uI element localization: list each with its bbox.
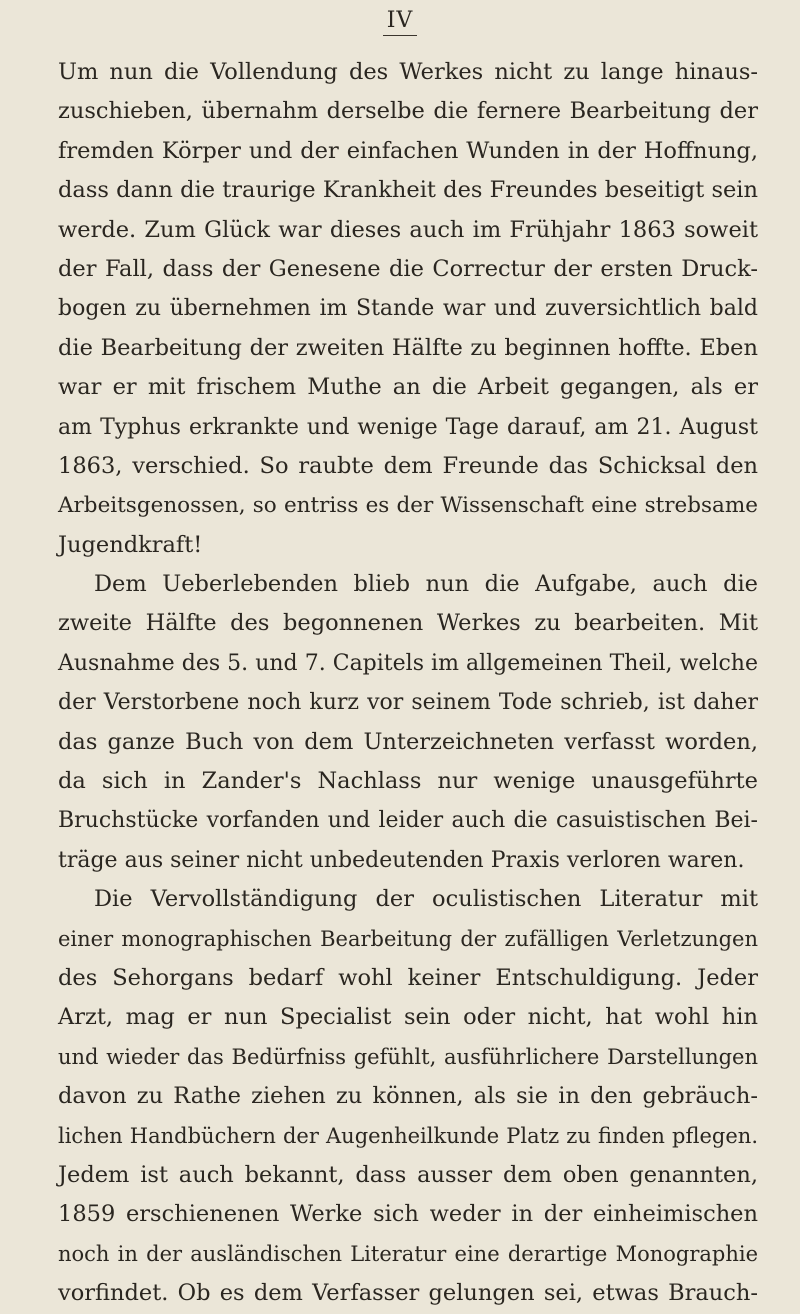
text-line: am Typhus erkrankte und wenige Tage darauf, am 21. August	[58, 414, 758, 440]
text-line: 1863, verschied. So raubte dem Freunde das Schicksal den	[58, 452, 758, 479]
text-line: Ausnahme des 5. und 7. Capitels im allgemeinen Theil, welche	[58, 650, 758, 676]
body-text	[58, 53, 758, 1314]
text-line: Arbeitsgenossen, so entriss es der Wissenschaft eine strebsame	[58, 493, 758, 519]
text-line: des Sehorgans bedarf wohl keiner Entschuldigung. Jeder	[58, 964, 758, 991]
text-line: Die Vervollständigung der oculistischen Literatur mit	[94, 886, 758, 913]
text-line: träge aus seiner nicht unbedeutenden Praxis verloren waren.	[58, 847, 745, 873]
text-line: bogen zu übernehmen im Stande war und zuversichtlich bald	[58, 296, 758, 322]
text-line: vorfindet. Ob es dem Verfasser gelungen sei, etwas Brauch-	[58, 1280, 758, 1307]
text-line: war er mit frischem Muthe an die Arbeit gegangen, als er	[58, 374, 758, 401]
text-line: Arzt, mag er nun Specialist sein oder nicht, hat wohl hin	[58, 1004, 758, 1031]
text-line: und wieder das Bedürfniss gefühlt, ausführlichere Darstellungen	[58, 1044, 758, 1069]
text-line: die Bearbeitung der zweiten Hälfte zu beginnen hoffte. Eben	[58, 334, 758, 361]
text-line: Dem Ueberlebenden blieb nun die Aufgabe, auch die	[94, 571, 758, 598]
text-line: Um nun die Vollendung des Werkes nicht zu lange hinaus-	[58, 59, 758, 85]
text-line: dass dann die traurige Krankheit des Freundes beseitigt sein	[58, 177, 758, 204]
text-line: fremden Körper und der einfachen Wunden in der Hoffnung,	[58, 137, 758, 164]
text-line: 1859 erschienenen Werke sich weder in der einheimischen	[58, 1201, 758, 1228]
text-line: Bruchstücke vorfanden und leider auch die casuistischen Bei-	[58, 808, 758, 834]
text-line: zuschieben, übernahm derselbe die fernere Bearbeitung der	[58, 98, 758, 125]
page-number: IV	[0, 8, 800, 36]
text-line: zweite Hälfte des begonnenen Werkes zu bearbeiten. Mit	[58, 610, 758, 637]
text-line: das ganze Buch von dem Unterzeichneten verfasst worden,	[58, 728, 758, 755]
text-line: da sich in Zander's Nachlass nur wenige unausgeführte	[58, 768, 758, 795]
text-line: noch in der ausländischen Literatur eine derartige Monographie	[58, 1241, 758, 1266]
text-line: davon zu Rathe ziehen zu können, als sie in den gebräuch-	[58, 1083, 758, 1110]
text-line: Jedem ist auch bekannt, dass ausser dem oben genannten,	[58, 1161, 758, 1188]
text-line: der Verstorbene noch kurz vor seinem Tode schrieb, ist daher	[58, 690, 758, 716]
text-line: einer monographischen Bearbeitung der zufälligen Verletzungen	[58, 926, 758, 951]
text-line: Jugendkraft!	[58, 531, 203, 558]
text-line: werde. Zum Glück war dieses auch im Frühjahr 1863 soweit	[58, 216, 758, 243]
text-line: lichen Handbüchern der Augenheilkunde Platz zu finden pflegen.	[58, 1123, 758, 1148]
text-line: der Fall, dass der Genesene die Correctur der ersten Druck-	[58, 255, 758, 282]
